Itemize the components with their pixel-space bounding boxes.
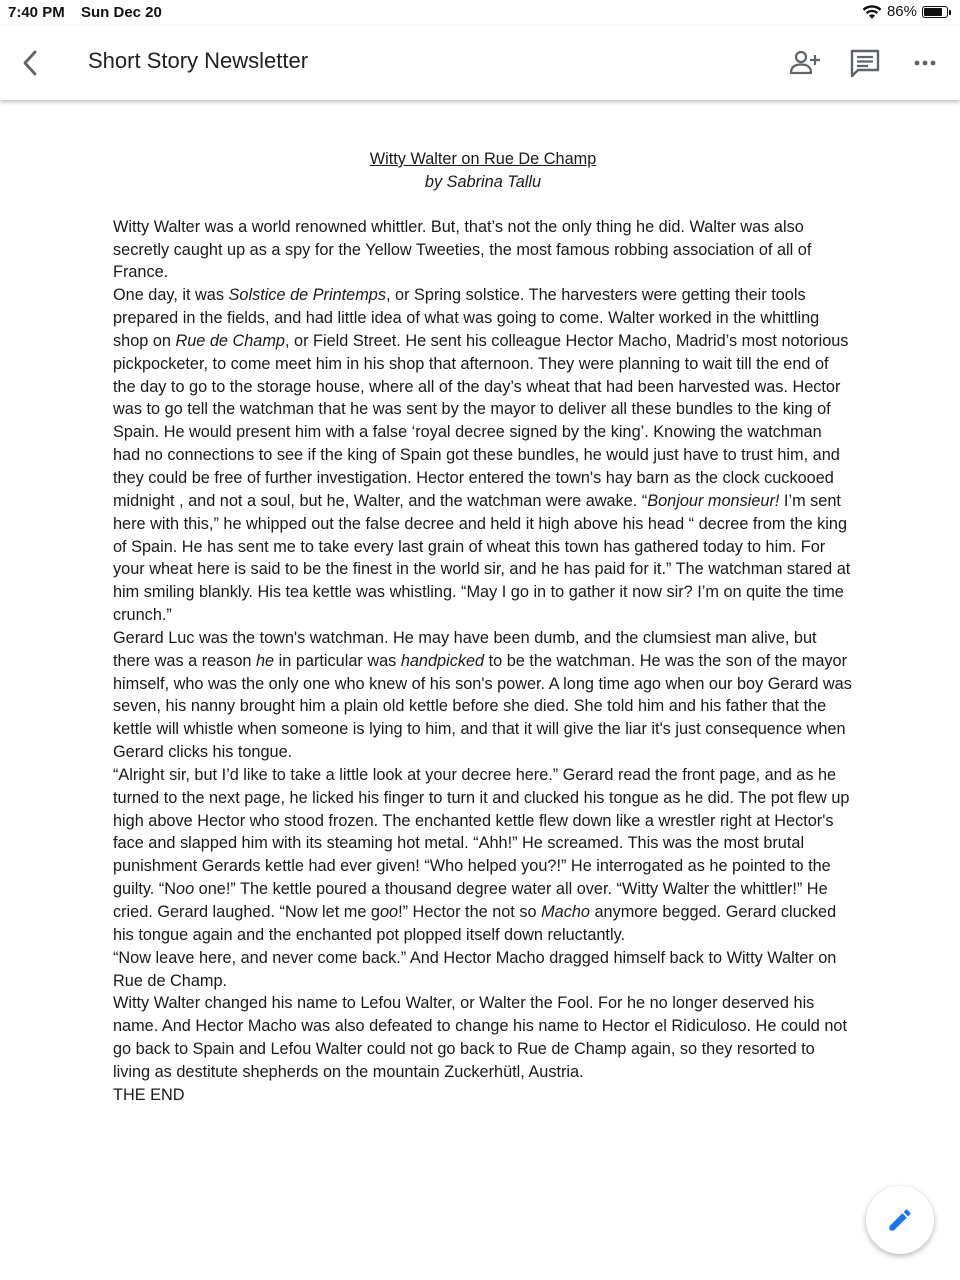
text-run: “Alright sir, but I’d like to take a little look at your decree here.” Gerard read the front page, and as he turned to the next page, he licked his finger to turn it and clucked his tongue as he did. The pot flew up high above Hector who stood frozen. The enchanted kettle flew down like a wrestler right at Hector's face and slapped him with its steaming hot metal. “Ahh!” He screamed. This was the most brutal punishment Gerards kettle had ever given! “Who helped you?!” He interrogated as he pointed to the guilty. “N	[113, 765, 850, 899]
status-right	[862, 3, 948, 20]
story-byline: by Sabrina Tallu	[424, 172, 542, 191]
status-time: 7:40 PM	[8, 4, 65, 21]
document-body[interactable]	[113, 148, 853, 1107]
pencil-icon	[886, 1206, 914, 1234]
text-run: “Now leave here, and never come back.” And Hector Macho dragged himself back to Witty Walter on Rue de Champ.	[113, 948, 837, 990]
app-bar	[0, 26, 960, 100]
battery-fill	[924, 8, 942, 16]
italic-text: Bonjour monsieur!	[647, 491, 780, 510]
text-run: one!” The kettle poured a thousand degree water all over. “Witty Walter the whittler!” He cried. Gerard laughed. “Now let me g	[113, 880, 828, 921]
text-run: , or Spring solstice. The harvesters were getting their tools prepared in the fields, and had little idea of what was going to come. Walter worked in the whittling shop on	[113, 286, 820, 350]
paragraph	[113, 992, 853, 1083]
story-heading	[113, 148, 853, 194]
italic-text: Solstice de Printemps	[228, 286, 386, 305]
text-run: to be the watchman. He was the son of the mayor himself, who was the only one who knew of his son's power. A long time ago when our boy Gerard was seven, his nanny brought him a plain old kettle before she died. She told him and his father that the kettle will whistle when someone is lying to him, and that it will give the liar it's just consequence when Gerard clicks his tongue.	[113, 651, 852, 762]
text-run: One day, it was	[113, 286, 229, 305]
story-text	[113, 216, 853, 1107]
paragraph	[113, 627, 853, 764]
text-run: anymore begged. Gerard clucked his tongue again and the enchanted pot plopped itself down reluctantly.	[113, 903, 837, 944]
status-date: Sun Dec 20	[81, 4, 162, 21]
comment-icon[interactable]	[848, 46, 882, 80]
wifi-icon	[862, 4, 882, 20]
text-run: in particular was	[274, 651, 401, 670]
edit-fab-button[interactable]	[866, 1186, 934, 1254]
text-run: I’m sent here with this,” he whipped out the false decree and held it high above his head “ decree from the king of Spain. He has sent me to take every last grain of wheat this town has gathered today to him. For your wheat here is said to be the finest in the world sir, and he has paid for it.” The watchman stared at him smiling blankly. His tea kettle was whistling. “May I go in to gather it now sir? I’m on quite the time crunch.”	[113, 491, 851, 625]
text-run: Witty Walter was a world renowned whittler. But, that’s not the only thing he did. Walter was also secretly caught up as a spy for the Yellow Tweeties, the most famous robbing association of all of France.	[113, 217, 812, 282]
paragraph	[113, 947, 853, 993]
paragraph	[113, 216, 853, 285]
text-run: THE END	[113, 1085, 185, 1104]
add-person-icon[interactable]	[788, 46, 822, 80]
paragraph	[113, 284, 853, 627]
italic-text: oo	[176, 880, 195, 899]
italic-text: he	[256, 651, 275, 670]
status-bar	[0, 0, 960, 26]
italic-text: oo	[379, 903, 399, 921]
more-horizontal-icon[interactable]	[908, 46, 942, 80]
chevron-left-icon[interactable]	[16, 48, 46, 78]
story-title: Witty Walter on Rue De Champ	[369, 150, 597, 168]
italic-text: Rue de Champ	[175, 331, 285, 350]
text-run: Witty Walter changed his name to Lefou Walter, or Walter the Fool. For he no longer deserved his name. And Hector Macho was also defeated to change his name to Hector el Ridiculoso. He could not go back to Spain and Lefou Walter could not go back to Rue de Champ again, so they resorted to living as destitute shepherds on the mountain Zuckerhütl, Austria.	[113, 994, 847, 1081]
italic-text: Macho	[541, 903, 590, 921]
text-run: !” Hector the not so	[398, 903, 542, 921]
italic-text: handpicked	[400, 651, 485, 670]
battery-percent: 86%	[886, 3, 917, 20]
text-run: Gerard Luc was the town's watchman. He may have been dumb, and the clumsiest man alive, but there was a reason	[113, 628, 817, 670]
paragraph	[113, 764, 853, 947]
document-title: Short Story Newsletter	[88, 48, 309, 73]
paragraph	[113, 1084, 853, 1107]
text-run: , or Field Street. He sent his colleague Hector Macho, Madrid’s most notorious pickpocketer, to come meet him in his shop that afternoon. They were planning to wait till the end of the day to go to the storage house, where all of the day’s wheat that had been harvested was. Hector was to go tell the watchman that he was sent by the mayor to deliver all these bundles to the king of Spain. He would present him with a false ‘royal decree signed by the king’. Knowing the watchman had no connections to see if the king of Spain got these bundles, he would just have to trust him, and they could be free of further investigation. Hector entered the town's hay barn as the clock cuckooed midnight , and not a soul, but he, Walter, and the watchman were awake. “	[113, 331, 849, 510]
battery-icon	[922, 6, 948, 18]
